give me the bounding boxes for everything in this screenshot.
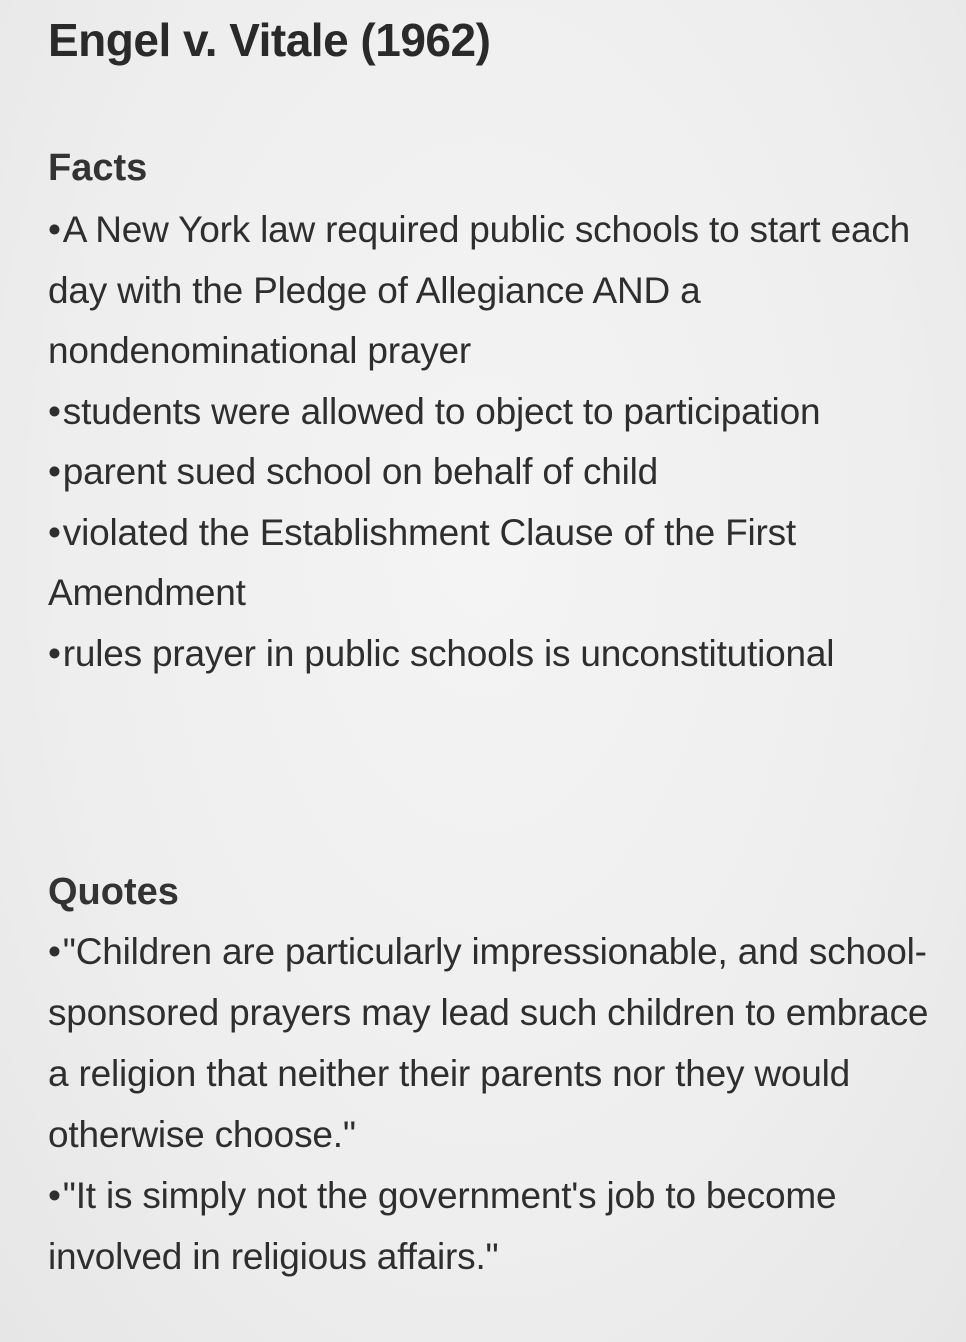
list-item bbox=[48, 382, 948, 443]
fact-text: rules prayer in public schools is unconstitutional bbox=[62, 632, 835, 674]
quote-text: "It is simply not the government's job to become involved in religious affairs." bbox=[48, 1175, 837, 1277]
facts-list bbox=[48, 200, 948, 684]
fact-text: parent sued school on behalf of child bbox=[62, 451, 659, 492]
bullet: • bbox=[48, 209, 61, 250]
list-item bbox=[48, 442, 948, 503]
list-item bbox=[48, 624, 948, 685]
bullet: • bbox=[48, 511, 61, 553]
list-item bbox=[48, 503, 948, 624]
facts-heading: Facts bbox=[48, 147, 148, 189]
note-title: Engel v. Vitale (1962) bbox=[48, 14, 491, 66]
quotes-heading: Quotes bbox=[48, 871, 179, 913]
fact-text: A New York law required public schools to start each day with the Pledge of Allegiance AND a nondenominational prayer bbox=[48, 209, 910, 371]
bullet: • bbox=[48, 632, 61, 674]
fact-text: students were allowed to object to participation bbox=[62, 390, 821, 432]
quote-text: "Children are particularly impressionable, and school-sponsored prayers may lead such children to embrace a religion that neither their parents nor they would otherwise choose." bbox=[48, 931, 929, 1155]
list-item bbox=[48, 921, 948, 1165]
list-item bbox=[48, 1165, 948, 1287]
bullet: • bbox=[48, 451, 61, 492]
quotes-list bbox=[48, 921, 948, 1287]
bullet: • bbox=[48, 390, 61, 432]
bullet: • bbox=[48, 931, 61, 972]
list-item bbox=[48, 200, 948, 382]
fact-text: violated the Establishment Clause of the First Amendment bbox=[48, 511, 796, 613]
bullet: • bbox=[48, 1175, 61, 1216]
